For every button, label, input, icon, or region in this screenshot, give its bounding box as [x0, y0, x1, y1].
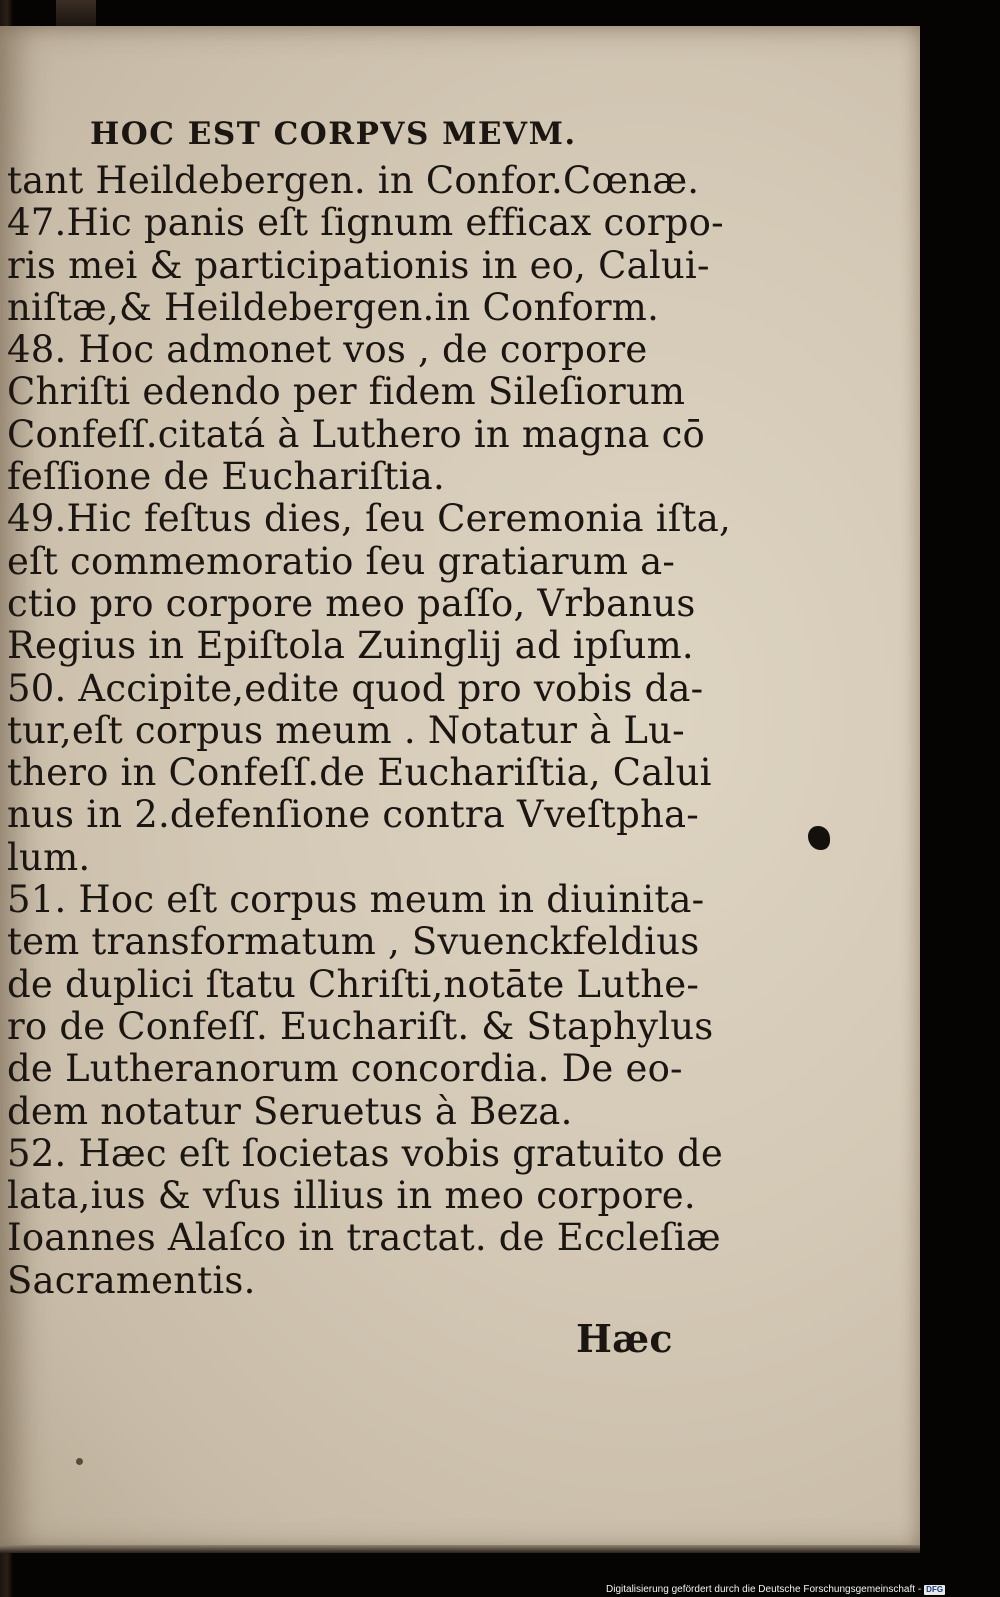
catchword: Hæc [576, 1316, 673, 1361]
text-line: niſtæ,& Heildebergen.in Conform. [7, 285, 660, 329]
text-line: dem notatur Seruetus à Beza. [7, 1089, 573, 1133]
text-line: 49.Hic feſtus dies, ſeu Ceremonia iſta, [7, 497, 731, 541]
text-line: Regius in Epiſtola Zuinglij ad ipſum. [7, 624, 694, 668]
ink-blot [808, 826, 830, 850]
text-line: de duplici ſtatu Chriſti,notāte Luthe- [7, 962, 700, 1006]
text-line: tant Heildebergen. in Confor.Cœnæ. [7, 159, 700, 202]
text-line: Chriſti edendo per fidem Sileſiorum [7, 370, 686, 414]
credit-text: Digitalisierung gefördert durch die Deutsche Forschungsgemeinschaft - [606, 1584, 922, 1595]
book-page [0, 26, 920, 1551]
text-line: ro de Confeſſ. Euchariſt. & Staphylus [7, 1004, 714, 1048]
text-line: lata,ius & vſus illius in meo corpore. [7, 1174, 696, 1218]
text-line: eſt commemoratio ſeu gratiarum a- [7, 539, 676, 583]
text-line: Sacramentis. [7, 1258, 256, 1302]
text-line: tur,eſt corpus meum . Notatur à Lu- [7, 708, 685, 752]
text-line: lum. [7, 835, 91, 879]
running-head: HOC EST CORPVS MEVM. [90, 116, 577, 152]
page-body [7, 159, 731, 1302]
text-line: 50. Accipite,edite quod pro vobis da- [7, 666, 704, 710]
text-line: de Lutheranorum concordia. De eo- [7, 1047, 683, 1091]
page-bottom-edge [0, 1545, 920, 1553]
dfg-logo[interactable]: DFG [926, 1584, 944, 1594]
text-line: 51. Hoc eſt corpus meum in diuinita- [7, 878, 705, 922]
text-line: 48. Hoc admonet vos , de corpore [7, 328, 648, 372]
text-line: Confeſſ.citatá à Luthero in magna cō [7, 412, 705, 456]
text-line: nus in 2.defenſione contra Vveſtpha- [7, 793, 699, 837]
text-line: 52. Hæc eſt ſocietas vobis gratuito de [7, 1131, 723, 1175]
text-line: ctio pro corpore meo paſſo, Vrbanus [7, 581, 696, 625]
text-line: ris mei & participationis in eo, Calui- [7, 243, 710, 287]
digitization-credit [606, 1584, 945, 1595]
text-line: thero in Confeſſ.de Euchariſtia, Calui [7, 751, 712, 795]
ink-speck [76, 1458, 83, 1465]
text-line: tem transformatum , Svuenckfeldius [7, 920, 700, 964]
text-line: Ioannes Alaſco in tractat. de Eccleſiæ [7, 1216, 721, 1260]
text-line: feſſione de Euchariſtia. [7, 455, 445, 499]
text-line: 47.Hic panis eſt ſignum efficax corpo- [7, 201, 724, 245]
